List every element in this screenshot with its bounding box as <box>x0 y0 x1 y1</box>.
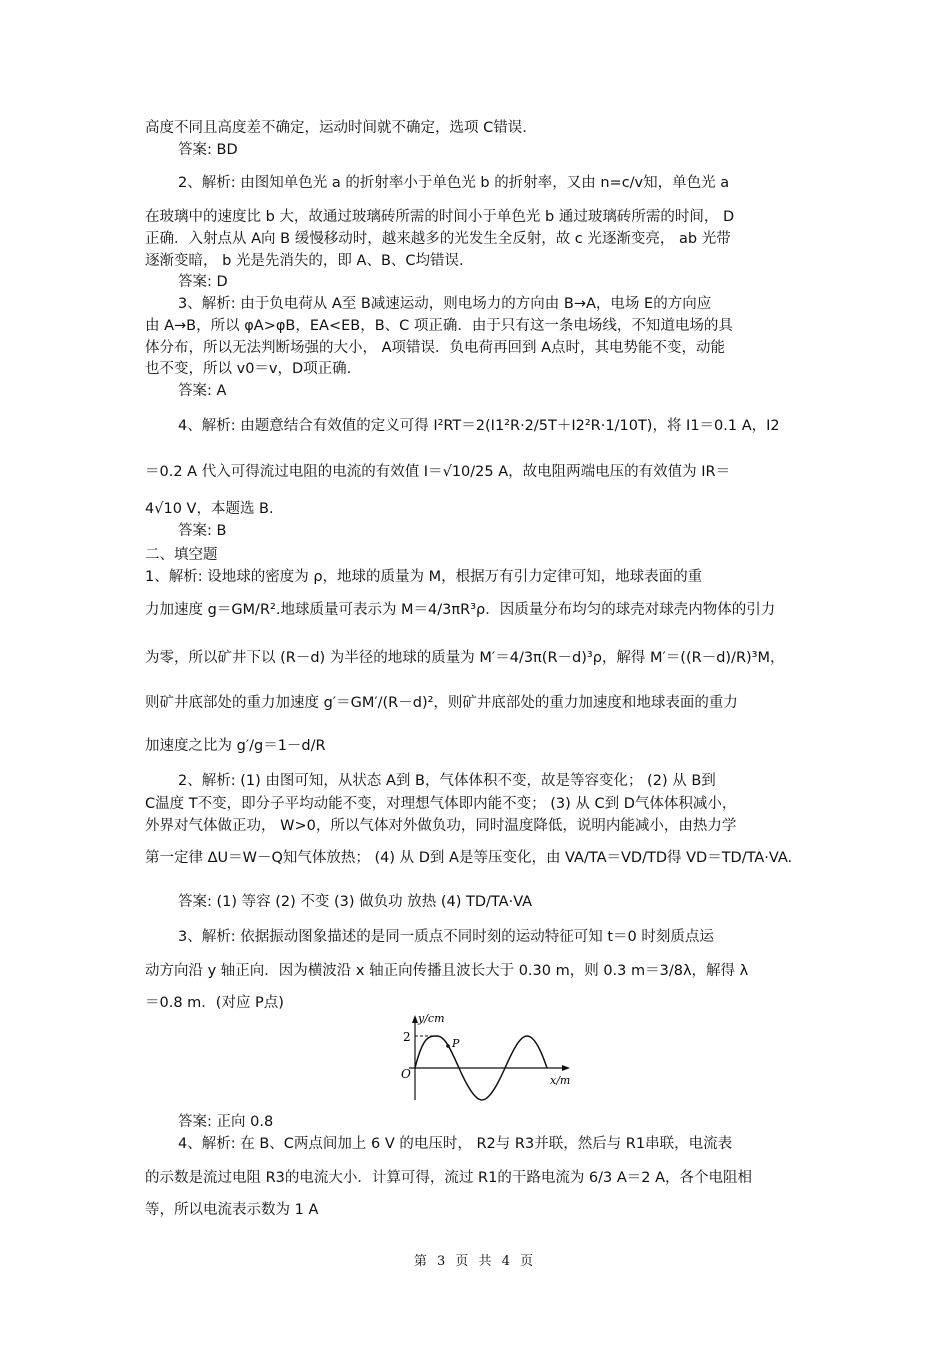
amplitude-label: 2 <box>403 1030 411 1044</box>
text-line: ＝0.2 A 代入可得流过电阻的电流的有效值 I＝√10/25 A，故电阻两端电压的有效值为 IR＝ <box>145 464 731 480</box>
wave-graph <box>395 1010 575 1105</box>
text-line: 体分布，所以无法判断场强的大小， A项错误．负电荷再回到 A点时，其电势能不变，动能 <box>145 340 726 356</box>
text-line: 由 A→B，所以 φA>φB，EA<EB，B、C 项正确．由于只有这一条电场线，不知道电场的具 <box>145 318 733 334</box>
text-line: 外界对气体做正功， W>0，所以气体对外做负功，同时温度降低，说明内能减小，由热力学 <box>145 818 737 834</box>
text-line: 1、解析: 设地球的密度为 ρ，地球的质量为 M，根据万有引力定律可知，地球表面的重 <box>145 569 703 585</box>
x-axis-arrow <box>562 1065 570 1071</box>
text-line: 4√10 V，本题选 B. <box>145 501 274 517</box>
text-line: 逐渐变暗， b 光是先消失的，即 A、B、C均错误. <box>145 253 464 269</box>
text-line: 力加速度 g＝GM/R².地球质量可表示为 M＝4/3πR³ρ．因质量分布均匀的球壳对球壳内物体的引力 <box>145 602 776 618</box>
text-line: 高度不同且高度差不确定，运动时间就不确定，选项 C错误. <box>145 120 527 136</box>
text-line: 3、解析: 依据振动图象描述的是同一质点不同时刻的运动特征可知 t＝0 时刻质点运 <box>178 929 714 945</box>
answer-line: 答案: A <box>178 383 227 399</box>
point-label: P <box>452 1037 460 1050</box>
text-line: 4、解析: 由题意结合有效值的定义可得 I²RT＝2(I1²R·2/5T＋I2²R·1/10T)，将 I1＝0.1 A，I2 <box>178 418 780 434</box>
answer-line: 答案: BD <box>178 142 238 158</box>
text-line: 也不变，所以 v0＝v，D项正确. <box>145 361 352 377</box>
text-line: 第一定律 ΔU＝W－Q知气体放热； (4) 从 D到 A是等压变化，由 VA/TA＝VD/TD得 VD＝TD/TA·VA. <box>145 850 793 866</box>
text-line: 4、解析: 在 B、C两点间加上 6 V 的电压时， R2与 R3并联，然后与 R1串联，电流表 <box>178 1136 733 1152</box>
answer-line: 答案: (1) 等容 (2) 不变 (3) 做负功 放热 (4) TD/TA·VA <box>178 894 533 910</box>
text-line: C温度 T不变，即分子平均动能不变，对理想气体即内能不变； (3) 从 C到 D气体体积减小， <box>145 796 737 812</box>
text-line: 3、解析: 由于负电荷从 A至 B减速运动，则电场力的方向由 B→A，电场 E的方向应 <box>178 296 712 312</box>
text-line: 加速度之比为 g′/g＝1－d/R <box>145 738 326 754</box>
text-line: 的示数是流过电阻 R3的电流大小．计算可得，流过 R1的干路电流为 6/3 A＝2 A，各个电阻相 <box>145 1170 753 1186</box>
page-footer: 第 3 页 共 4 页 <box>413 1254 537 1269</box>
text-line: 在玻璃中的速度比 b 大，故通过玻璃砖所需的时间小于单色光 b 通过玻璃砖所需的时间， D <box>145 209 735 225</box>
y-axis-label: y/cm <box>418 1012 445 1025</box>
text-line: 2、解析: 由图知单色光 a 的折射率小于单色光 b 的折射率，又由 n=c/v知，单色光 a <box>178 175 730 191</box>
text-line: ＝0.8 m．(对应 P点) <box>145 995 284 1011</box>
text-line: 动方向沿 y 轴正向．因为横波沿 x 轴正向传播且波长大于 0.30 m，则 0.3 m＝3/8λ，解得 λ <box>145 963 749 979</box>
text-line: 2、解析: (1) 由图可知，从状态 A到 B，气体体积不变，故是等容变化； (2) 从 B到 <box>178 773 716 789</box>
answer-line: 答案: B <box>178 523 227 539</box>
text-line: 等，所以电流表示数为 1 A <box>145 1202 319 1218</box>
origin-label: O <box>401 1067 411 1081</box>
text-line: 则矿井底部处的重力加速度 g′＝GM′/(R－d)²，则矿井底部处的重力加速度和地球表面的重力 <box>145 695 738 711</box>
section-heading: 二、填空题 <box>145 547 218 563</box>
point-p <box>446 1044 450 1048</box>
answer-line: 答案: 正向 0.8 <box>178 1114 274 1130</box>
x-axis-label: x/m <box>550 1074 571 1087</box>
text-line: 为零，所以矿井下以 (R－d) 为半径的地球的质量为 M′＝4/3π(R－d)³ρ，解得 M′＝((R－d)/R)³M， <box>145 650 785 666</box>
answer-line: 答案: D <box>178 274 228 290</box>
text-line: 正确．入射点从 A向 B 缓慢移动时，越来越多的光发生全反射，故 c 光逐渐变亮， ab 光带 <box>145 231 731 247</box>
